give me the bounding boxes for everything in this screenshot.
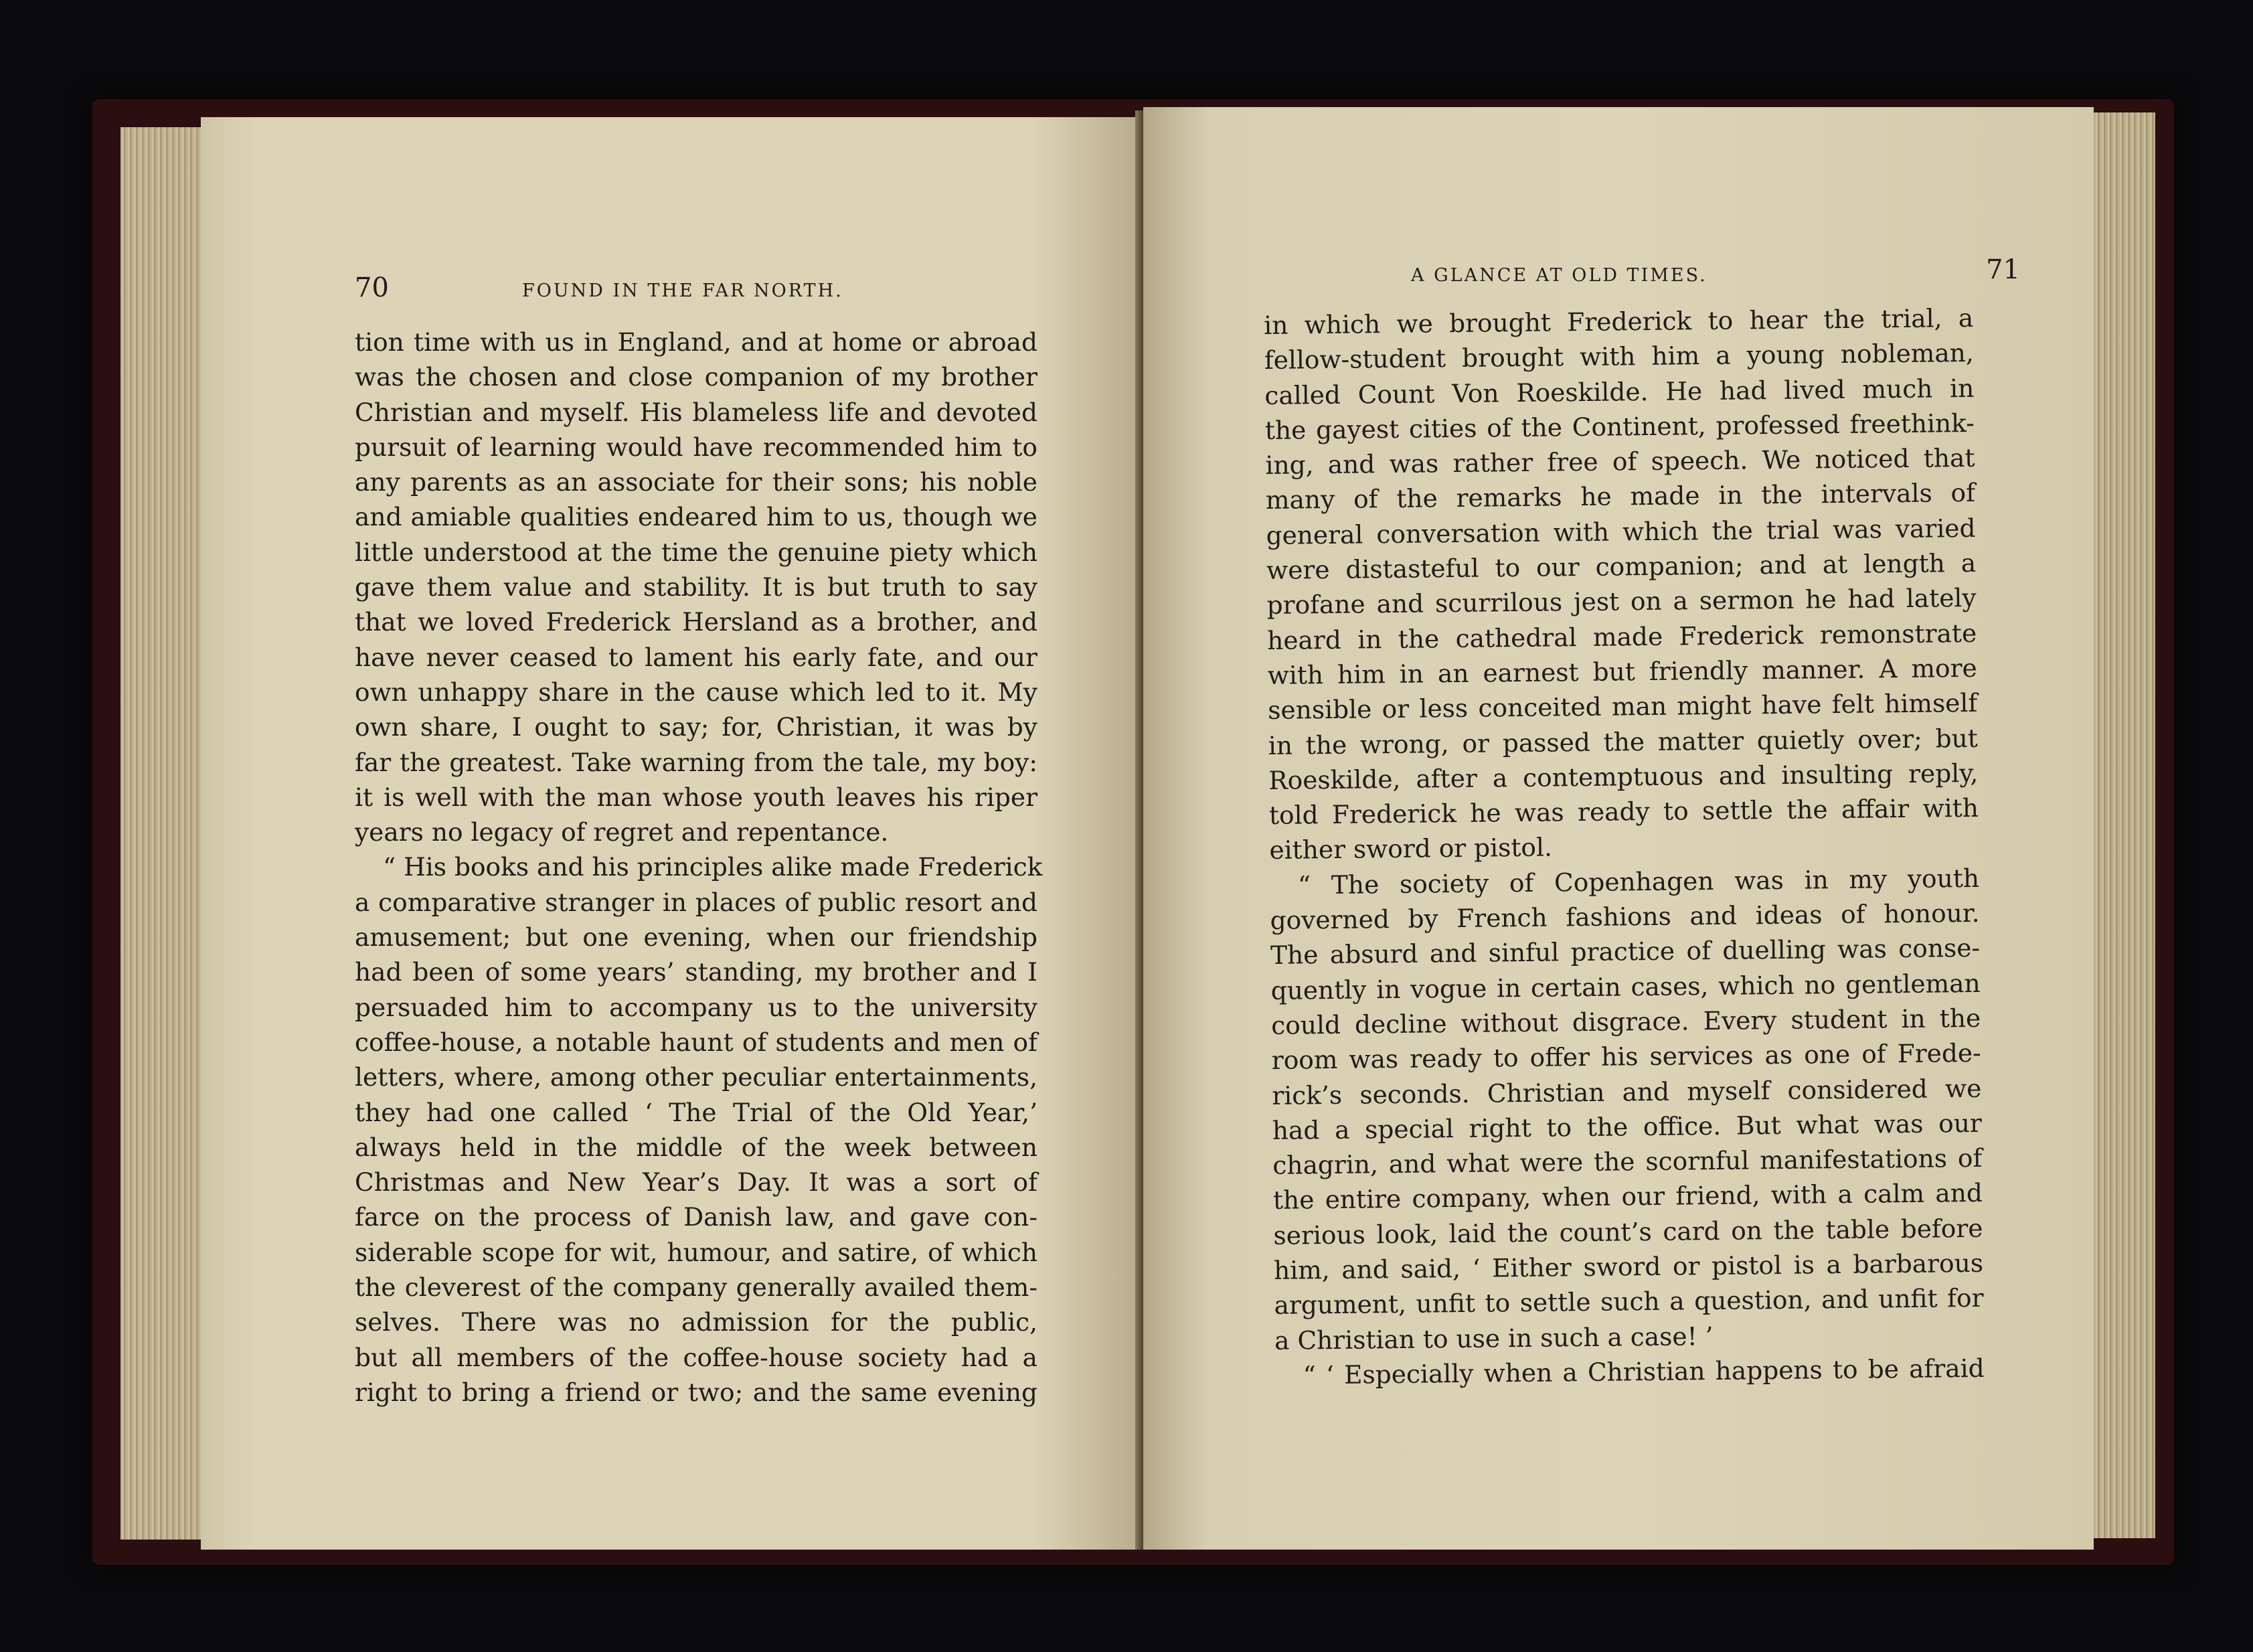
text-line: had been of some years’ standing, my brother and I	[355, 957, 1037, 987]
text-line: chagrin, and what were the scornful manifestations of	[1272, 1143, 1983, 1181]
text-line: sensible or less conceited man might have felt himself	[1268, 688, 1978, 726]
text-line: coffee-house, a notable haunt of students and men of	[355, 1027, 1037, 1057]
text-line: far the greatest. Take warning from the tale, my boy:	[355, 747, 1037, 777]
text-line: pursuit of learning would have recommended him to	[355, 432, 1037, 462]
text-line: could decline without disgrace. Every student in the	[1270, 1003, 1981, 1040]
text-line: they had one called ‘ The Trial of the Old Year,’	[355, 1097, 1037, 1127]
text-line: amusement; but one evening, when our friendship	[355, 922, 1037, 953]
text-line: tion time with us in England, and at home or abroad	[355, 327, 1037, 357]
right-page-header	[1411, 254, 2054, 295]
page-number: 71	[1986, 254, 2020, 285]
text-line: always held in the middle of the week between	[355, 1132, 1037, 1162]
text-line: room was ready to offer his services as one of Frede-	[1271, 1038, 1981, 1076]
running-head: FOUND IN THE FAR NORTH.	[522, 280, 843, 301]
text-line: the entire company, when our friend, with a calm and	[1272, 1178, 1983, 1216]
text-line: him, and said, ‘ Either sword or pistol is a barbarous	[1273, 1248, 1984, 1285]
left-page-header	[355, 272, 1064, 313]
text-line: with him in an earnest but friendly manner. A more	[1267, 653, 1977, 690]
left-page	[201, 117, 1143, 1550]
text-line: The absurd and sinful practice of duelling was conse-	[1270, 933, 1981, 971]
text-line: Christmas and New Year’s Day. It was a sort of	[355, 1167, 1037, 1197]
text-line: years no legacy of regret and repentance.	[355, 817, 889, 847]
text-line: the gayest cities of the Continent, professed freethink-	[1264, 408, 1975, 445]
text-line: selves. There was no admission for the public,	[355, 1307, 1037, 1337]
text-line: in the wrong, or passed the matter quietly over; but	[1268, 723, 1979, 760]
text-line: “ The society of Copenhagen was in my youth	[1297, 863, 1980, 900]
page-edges-right	[2088, 112, 2155, 1538]
text-line: governed by French fashions and ideas of honour.	[1270, 898, 1980, 935]
page-number: 70	[355, 272, 389, 303]
text-line: either sword or pistol.	[1269, 832, 1553, 865]
text-line: fellow-student brought with him a young nobleman,	[1264, 338, 1974, 376]
text-line: have never ceased to lament his early fate, and our	[355, 642, 1037, 672]
text-line: in which we brought Frederick to hear the trial, a	[1264, 303, 1974, 340]
text-line: argument, unfit to settle such a question, and unfit for	[1274, 1283, 1984, 1321]
text-line: called Count Von Roeskilde. He had lived much in	[1264, 373, 1975, 410]
text-line: right to bring a friend or two; and the same evening	[355, 1377, 1037, 1407]
right-page	[1143, 107, 2094, 1550]
text-line: letters, where, among other peculiar entertainments,	[355, 1062, 1037, 1092]
text-line: rick’s seconds. Christian and myself considered we	[1272, 1073, 1982, 1110]
text-line: “ His books and his principles alike made Frederick	[383, 852, 1043, 882]
text-line: many of the remarks he made in the intervals of	[1265, 478, 1976, 515]
text-line: it is well with the man whose youth leaves his riper	[355, 782, 1037, 812]
text-line: farce on the process of Danish law, and gave con-	[355, 1202, 1037, 1232]
left-page-body	[355, 325, 1043, 1410]
text-line: ing, and was rather free of speech. We noticed that	[1265, 443, 1975, 481]
text-line: persuaded him to accompany us to the university	[355, 992, 1037, 1022]
text-line: any parents as an associate for their sons; his noble	[355, 467, 1037, 497]
text-line: heard in the cathedral made Frederick remonstrate	[1266, 618, 1977, 655]
text-line: own share, I ought to say; for, Christian, it was by	[355, 712, 1037, 742]
text-line: Christian and myself. His blameless life and devoted	[355, 397, 1037, 427]
text-line: quently in vogue in certain cases, which no gentleman	[1270, 968, 1981, 1005]
text-line: the cleverest of the company generally availed them-	[355, 1272, 1037, 1303]
text-line: little understood at the time the genuine piety which	[355, 537, 1037, 567]
text-line: a comparative stranger in places of public resort and	[355, 887, 1037, 917]
text-line: own unhappy share in the cause which led to it. My	[355, 677, 1037, 707]
text-line: was the chosen and close companion of my brother	[355, 362, 1037, 392]
text-line: but all members of the coffee-house society had a	[355, 1342, 1037, 1372]
text-line: were distasteful to our companion; and at length a	[1266, 548, 1977, 586]
text-line: told Frederick he was ready to settle the affair with	[1268, 793, 1979, 831]
text-line: and amiable qualities endeared him to us, though we	[355, 502, 1037, 532]
text-line: “ ‘ Especially when a Christian happens to be afraid	[1303, 1353, 1985, 1390]
text-line: serious look, laid the count’s card on the table before	[1273, 1213, 1983, 1250]
page-edges-left	[120, 127, 207, 1540]
text-line: Roeskilde, after a contemptuous and insulting reply,	[1268, 758, 1979, 795]
text-line: siderable scope for wit, humour, and satire, of which	[355, 1237, 1037, 1267]
text-line: profane and scurrilous jest on a sermon he had lately	[1266, 583, 1977, 621]
text-line: had a special right to the office. But what was our	[1272, 1108, 1983, 1145]
text-line: gave them value and stability. It is but truth to say	[355, 572, 1037, 602]
right-page-body	[1264, 301, 1985, 1393]
text-line: a Christian to use in such a case! ’	[1274, 1321, 1714, 1355]
running-head: A GLANCE AT OLD TIMES.	[1411, 265, 1707, 286]
text-line: that we loved Frederick Hersland as a brother, and	[355, 607, 1037, 637]
text-line: general conversation with which the trial was varied	[1266, 513, 1976, 550]
